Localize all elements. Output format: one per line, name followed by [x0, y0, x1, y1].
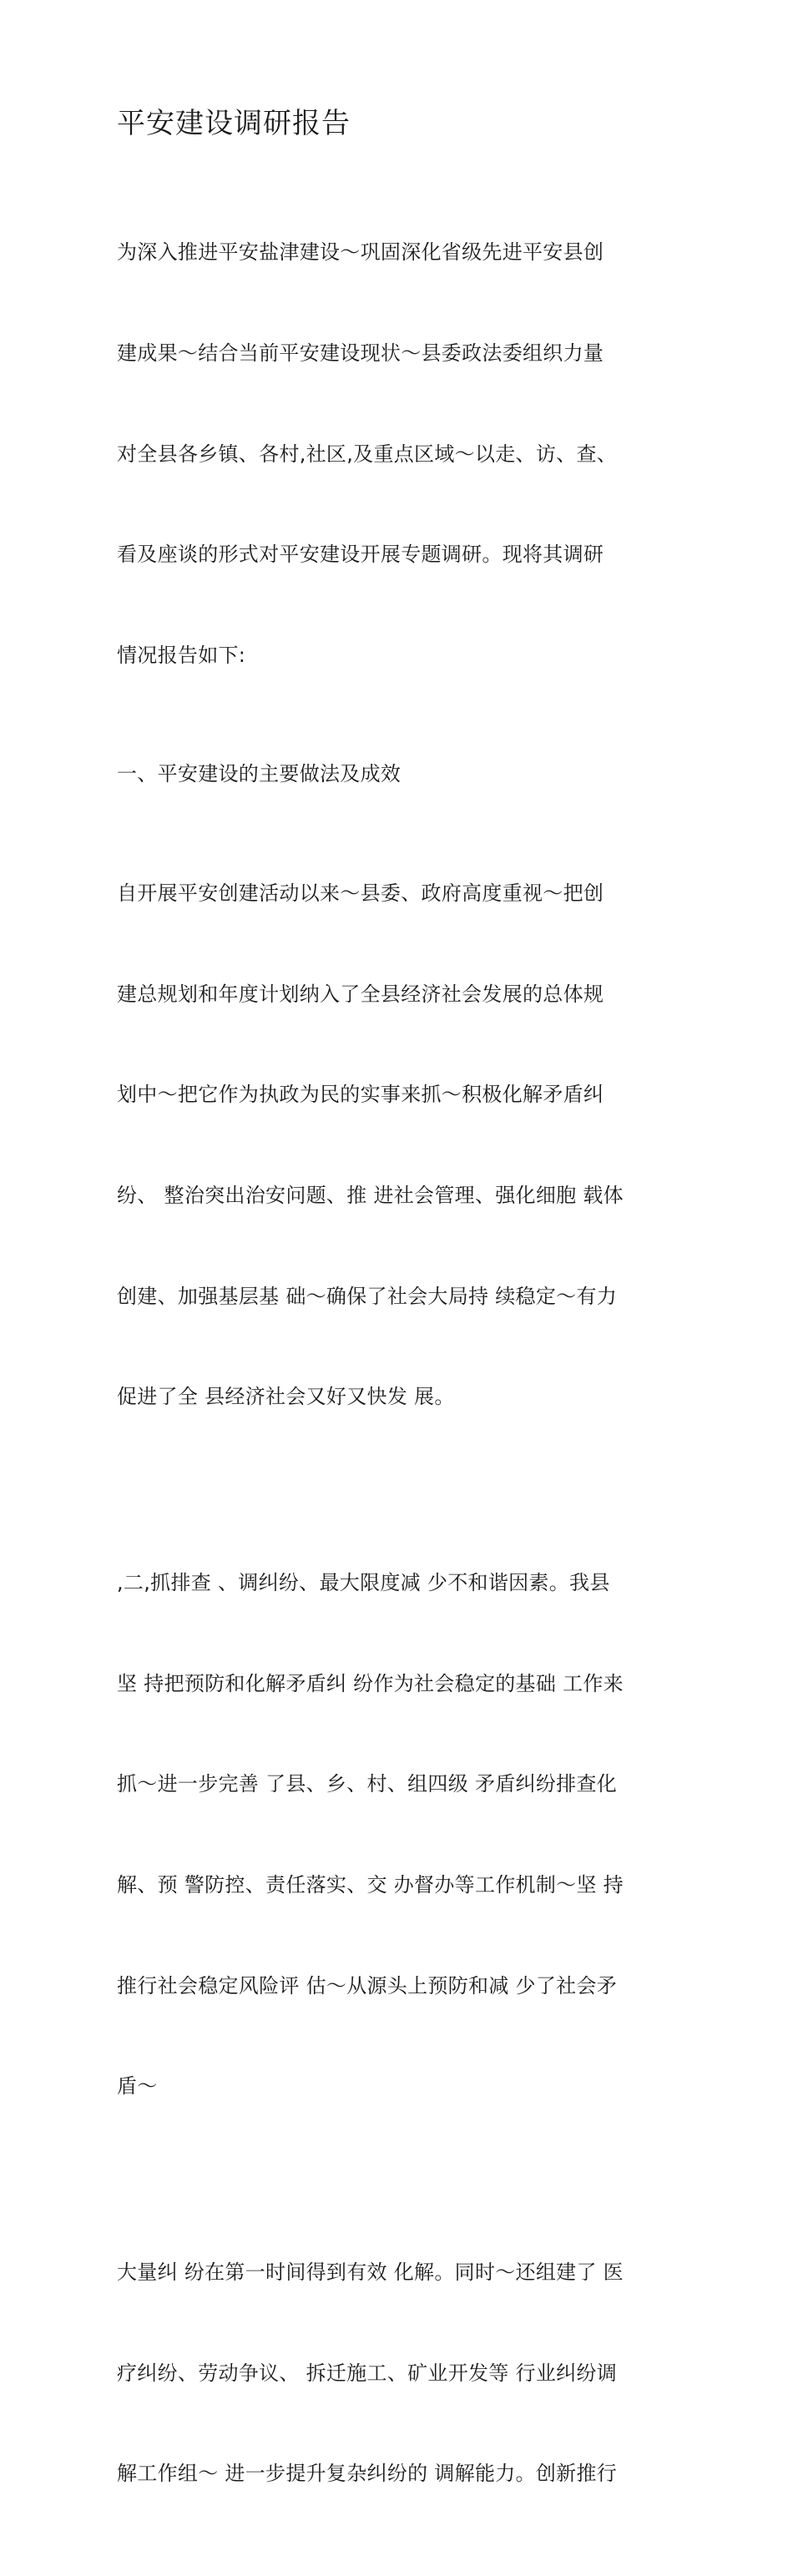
paragraph-line: 疗纠纷、劳动争议、 拆迁施工、矿业开发等 行业纠纷调	[117, 2361, 618, 2385]
paragraph-line: 推行社会稳定风险评 估～从源头上预防和减 少了社会矛	[117, 1973, 618, 1998]
section3-paragraph	[117, 2189, 678, 2558]
paragraph-line: 创建、加强基层基 础～确保了社会大局持 续稳定～有力	[117, 1284, 618, 1308]
paragraph-line: 解工作组～ 进一步提升复杂纠纷的 调解能力。创新推行	[117, 2462, 618, 2486]
paragraph-line: 情况报告如下:	[117, 643, 246, 667]
paragraph-line: 自开展平安创建活动以来～县委、政府高度重视～把创	[117, 881, 604, 906]
paragraph-line: 建总规划和年度计划纳入了全县经济社会发展的总体规	[117, 982, 604, 1006]
paragraph-line: 大量纠 纷在第一时间得到有效 化解。同时～还组建了 医	[117, 2260, 624, 2285]
section1-paragraph	[117, 810, 678, 1481]
paragraph-line: 为深入推进平安盐津建设～巩固深化省级先进平安县创	[117, 240, 604, 265]
paragraph-line: 对全县各乡镇、各村,社区,及重点区域～以走、访、查、	[117, 442, 618, 466]
paragraph-line: ,二,抓排查 、调纠纷、最大限度减 少不和谐因素。我县	[117, 1571, 610, 1595]
paragraph-line: 纷、 整治突出治安问题、推 进社会管理、强化细胞 载体	[117, 1183, 624, 1207]
intro-paragraph	[117, 169, 678, 739]
paragraph-line: 看及座谈的形式对平安建设开展专题调研。现将其调研	[117, 543, 604, 567]
paragraph-line: 解、预 警防控、责任落实、交 办督办等工作机制～坚 持	[117, 1872, 624, 1897]
document-body	[117, 104, 678, 2576]
section-heading: 一、平安建设的主要做法及成效	[117, 762, 402, 786]
paragraph-line: 建成果～结合当前平安建设现状～县委政法委组织力量	[117, 341, 604, 366]
paragraph-line: 坚 持把预防和化解矛盾纠 纷作为社会稳定的基础 工作来	[117, 1671, 624, 1695]
paragraph-line: 促进了全 县经济社会又好又快发 展。	[117, 1385, 455, 1409]
paragraph-line: 划中～把它作为执政为民的实事来抓～积极化解矛盾纠	[117, 1083, 604, 1107]
document-title: 平安建设调研报告	[117, 107, 351, 140]
paragraph-line: 抓～进一步完善 了县、乡、村、组四级 矛盾纠纷排查化	[117, 1772, 618, 1796]
paragraph-line: 盾～	[117, 2074, 158, 2099]
section2-paragraph	[117, 1499, 678, 2170]
